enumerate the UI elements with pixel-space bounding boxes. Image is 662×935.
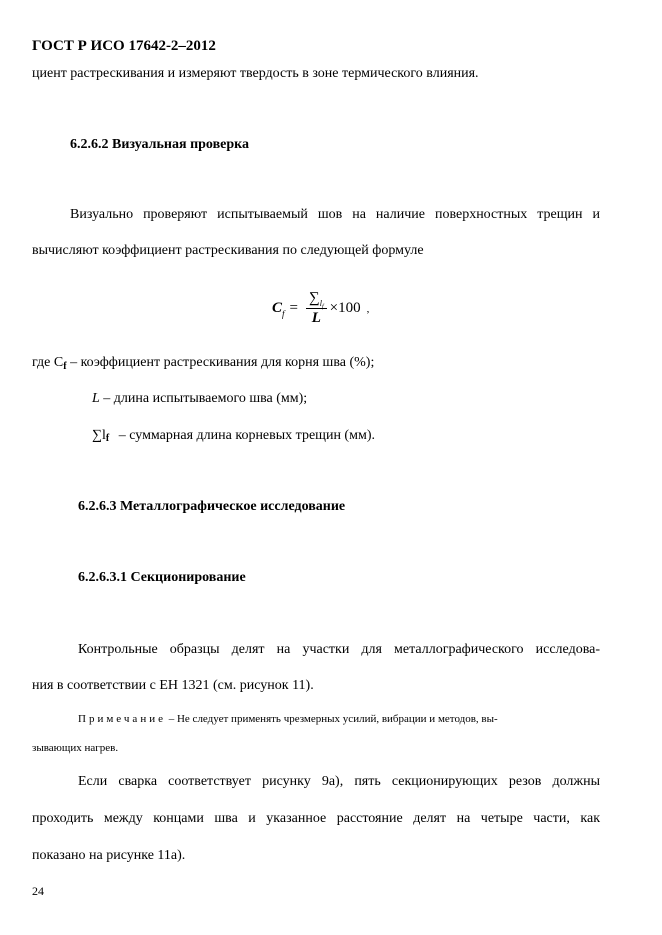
definition-sum-symbol: ∑l xyxy=(92,428,106,443)
formula-num-sub2: f xyxy=(321,304,324,310)
formula-numerator xyxy=(306,290,327,309)
definition-sum-text: – суммарная длина корневых трещин (мм). xyxy=(118,428,375,443)
note-line-1 xyxy=(78,713,600,725)
cracking-coefficient-formula xyxy=(272,290,369,327)
formula-lhs-sub: f xyxy=(282,308,285,319)
definition-sum-sub: f xyxy=(105,433,110,444)
section-heading-6-2-6-2: 6.2.6.2 Визуальная проверка xyxy=(70,137,249,152)
note-text: – Не следует применять чрезмерных усилий, вибрации и методов, вы- xyxy=(165,713,498,725)
formula-lhs-var: C xyxy=(272,300,283,316)
paragraph-line: Визуально проверяют испытываемый шов на наличие поверхностных трещин и xyxy=(70,207,600,222)
definition-sum-lf xyxy=(92,428,375,444)
definition-l xyxy=(92,391,307,407)
intro-line: циент растрескивания и измеряют твердость в зоне термического влияния. xyxy=(32,66,479,81)
definition-cf xyxy=(32,355,374,371)
section-heading-6-2-6-3-1: 6.2.6.3.1 Секционирование xyxy=(78,570,246,585)
sum-symbol: ∑ xyxy=(309,290,320,306)
formula-equals: = xyxy=(289,300,298,316)
formula-fraction xyxy=(306,290,327,327)
paragraph-line: Контрольные образцы делят на участки для металлографического исследова- xyxy=(78,642,600,657)
formula-comma: , xyxy=(366,302,370,315)
definition-cf-sub: f xyxy=(63,361,67,372)
page-number: 24 xyxy=(32,884,44,898)
definition-l-text: – длина испытываемого шва (мм); xyxy=(103,391,308,406)
formula-num-sub: l xyxy=(319,299,322,308)
formula-multiplier: ×100 xyxy=(329,300,361,316)
note-line-2: зывающих нагрев. xyxy=(32,742,119,754)
paragraph-line: показано на рисунке 11а). xyxy=(32,848,186,863)
definition-cf-prefix: где C xyxy=(32,355,64,370)
document-header: ГОСТ Р ИСО 17642-2–2012 xyxy=(32,38,216,54)
paragraph-line: проходить между концами шва и указанное расстояние делят на четыре части, как xyxy=(32,811,600,826)
paragraph-line: Если сварка соответствует рисунку 9а), пять секционирующих резов должны xyxy=(78,774,600,789)
definition-cf-text: – коэффициент растрескивания для корня шва (%); xyxy=(70,355,375,370)
note-label: Примечание xyxy=(78,713,166,725)
paragraph-line: ния в соответствии с ЕН 1321 (см. рисунок 11). xyxy=(32,678,314,693)
section-heading-6-2-6-3: 6.2.6.3 Металлографическое исследование xyxy=(78,499,346,514)
definition-l-var: L xyxy=(92,391,100,406)
paragraph-line: вычисляют коэффициент растрескивания по следующей формуле xyxy=(32,243,424,258)
formula-denominator: L xyxy=(311,310,321,326)
